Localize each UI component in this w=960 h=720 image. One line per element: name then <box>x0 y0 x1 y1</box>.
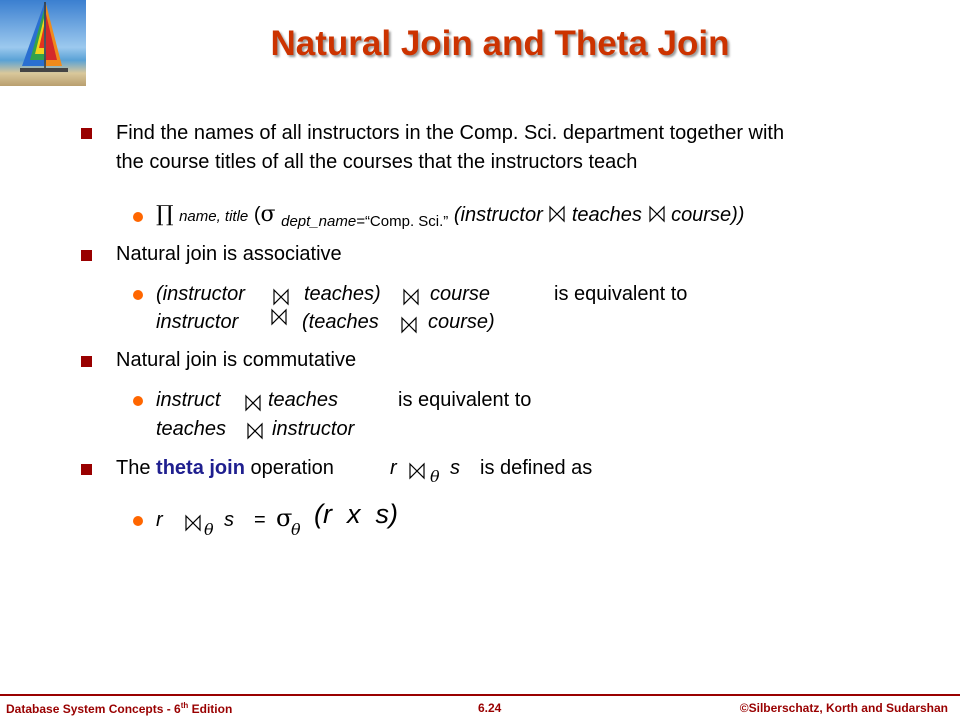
theta-def-subscript: θ <box>204 520 214 539</box>
projection-attributes: name, title <box>179 208 249 225</box>
open-paren: ( <box>253 204 261 226</box>
theta-join-term: theta join <box>156 457 245 479</box>
associative-left-c: course <box>430 283 491 305</box>
bullet-1-line-2: the course titles of all the courses that the instructors teach <box>116 151 638 173</box>
bullet-2: Natural join is associative <box>116 243 342 265</box>
theta-defined-as: is defined as <box>480 457 593 479</box>
footer-edition-text: Edition <box>188 702 233 716</box>
sailboat-image <box>0 0 86 86</box>
theta-def-r: r <box>156 509 163 531</box>
theta-def-sigma-subscript: θ <box>291 520 301 539</box>
selection-attribute: dept_name= <box>281 213 365 230</box>
commutative-right-b: instructor <box>272 418 355 440</box>
theta-s: s <box>450 457 460 479</box>
footer-copyright: ©Silberschatz, Korth and Sudarshan <box>739 701 948 715</box>
projection-symbol: ∏ <box>156 202 174 227</box>
bullet-dot <box>133 290 143 300</box>
sailboat-icon <box>0 0 86 86</box>
theta-def-equals: = <box>254 509 266 531</box>
theta-def-expression: (r x s) <box>314 499 398 529</box>
natural-join-icon <box>246 422 264 440</box>
commutative-left-b: teaches <box>268 389 339 411</box>
bullet-1-line-1: Find the names of all instructors in the Comp. Sci. department together with <box>116 122 785 144</box>
theta-def-sigma: σ <box>276 504 293 532</box>
natural-join-icon <box>272 288 290 306</box>
associative-right-b: (teaches <box>302 311 379 333</box>
footer <box>0 698 960 720</box>
slide-title: Natural Join and Theta Join <box>270 24 730 63</box>
relational-expression-1 <box>156 200 744 231</box>
relation-instructor: (instructor <box>453 204 543 226</box>
bullet-4 <box>116 454 334 483</box>
footer-edition-sup: th <box>180 701 189 710</box>
footer-book-title <box>6 701 232 716</box>
natural-join-icon <box>402 288 420 306</box>
bullet-3: Natural join is commutative <box>116 349 357 371</box>
bullet-dot <box>133 516 143 526</box>
natural-join-icon <box>270 308 288 326</box>
associative-left-a: (instructor <box>156 283 245 305</box>
selection-value: “Comp. Sci.” <box>364 213 449 230</box>
associative-left-b: teaches) <box>304 283 381 305</box>
theta-post: operation <box>250 457 334 479</box>
associative-right-a: instructor <box>156 311 239 333</box>
commutative-right-a: teaches <box>156 418 227 440</box>
natural-join-icon <box>244 394 262 412</box>
theta-pre: The <box>116 457 151 479</box>
bullet-square <box>81 464 92 475</box>
natural-join-icon <box>400 316 418 334</box>
bullet-square <box>81 250 92 261</box>
bullet-dot <box>133 212 143 222</box>
selection-symbol: σ <box>260 202 276 227</box>
relation-teaches: teaches <box>571 204 642 226</box>
theta-join-icon <box>184 514 202 532</box>
bullet-dot <box>133 396 143 406</box>
bullet-square <box>81 356 92 367</box>
footer-book-text: Database System Concepts - 6 <box>6 702 181 716</box>
theta-subscript: θ <box>430 467 440 486</box>
commutative-left-a: instruct <box>156 389 221 411</box>
footer-slide-number: 6.24 <box>478 701 502 715</box>
footer-divider <box>0 694 960 696</box>
natural-join-icon <box>548 205 566 223</box>
theta-join-icon <box>408 462 426 480</box>
theta-r: r <box>390 457 397 479</box>
relation-course: course)) <box>671 204 745 226</box>
equivalence-text: is equivalent to <box>398 389 532 411</box>
associative-right-c: course) <box>428 311 495 333</box>
theta-def-s: s <box>224 509 234 531</box>
equivalence-text: is equivalent to <box>554 283 688 305</box>
natural-join-icon <box>648 205 666 223</box>
bullet-square <box>81 128 92 139</box>
